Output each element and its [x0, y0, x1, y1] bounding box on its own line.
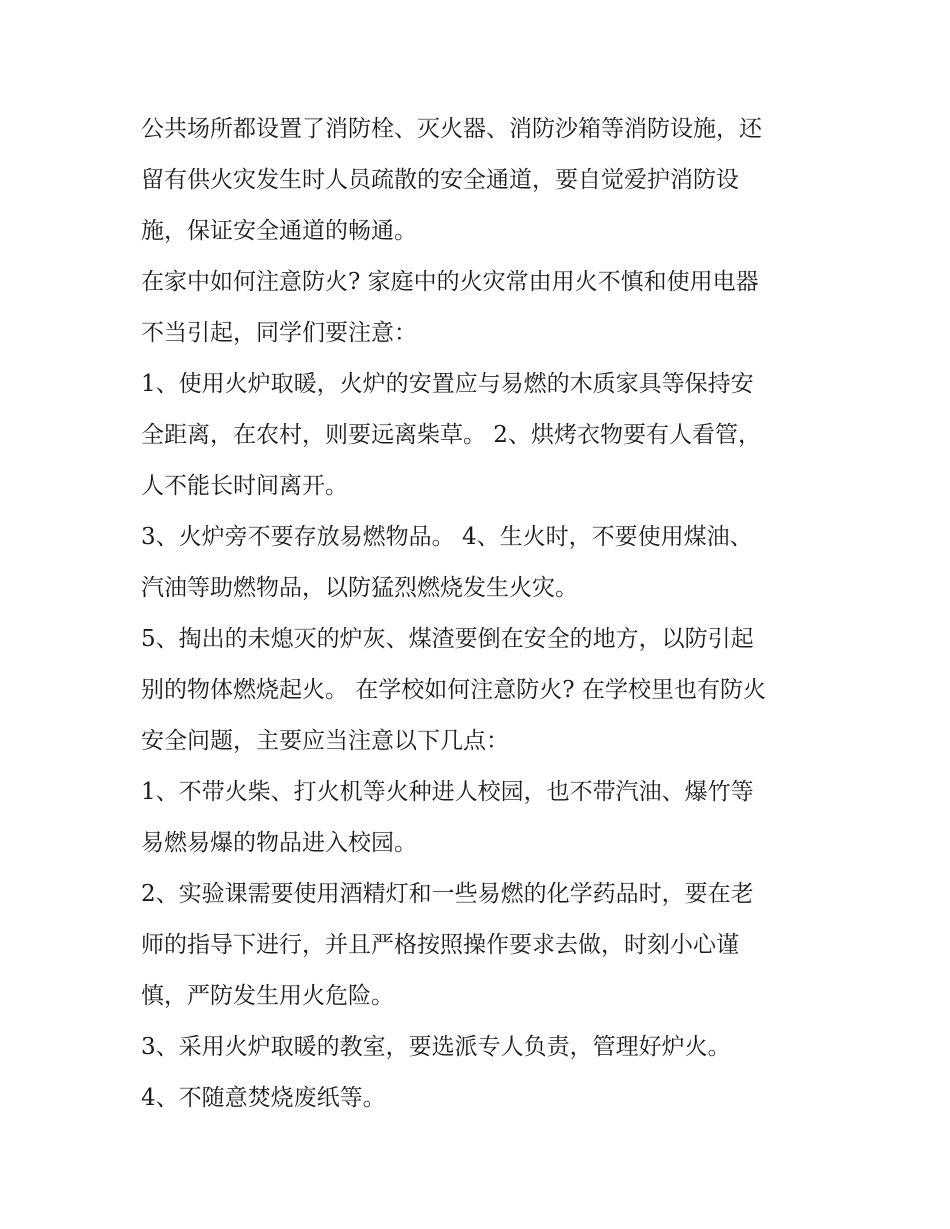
text-line: 别的物体燃烧起火。 在学校如何注意防火? 在学校里也有防火 — [141, 677, 766, 703]
text-line: 慎，严防发生用火危险。 — [141, 983, 394, 1009]
text-line: 安全问题，主要应当注意以下几点： — [141, 728, 509, 754]
paragraph-home-item-1-2 — [141, 359, 817, 512]
text-line: 不当引起，同学们要注意： — [141, 320, 417, 346]
paragraph-school-item-1 — [141, 767, 817, 869]
text-line: 2、实验课需要使用酒精灯和一些易燃的化学药品时，要在老 — [141, 881, 754, 907]
text-line: 3、采用火炉取暖的教室，要选派专人负责，管理好炉火。 — [141, 1034, 731, 1060]
paragraph-home-fire-prevention — [141, 257, 817, 359]
paragraph-home-item-3-4 — [141, 512, 817, 614]
paragraph-school-item-4 — [141, 1073, 817, 1124]
text-line: 留有供火灾发生时人员疏散的安全通道，要自觉爱护消防设 — [141, 167, 739, 193]
text-line: 施，保证安全通道的畅通。 — [141, 218, 417, 244]
text-line: 4、不随意焚烧废纸等。 — [141, 1085, 386, 1111]
text-line: 全距离，在农村，则要远离柴草。 2、烘烤衣物要有人看管， — [141, 422, 761, 448]
text-line: 3、火炉旁不要存放易燃物品。 4、生火时，不要使用煤油、 — [141, 524, 753, 550]
text-line: 在家中如何注意防火? 家庭中的火灾常由用火不慎和使用电器 — [141, 269, 759, 295]
text-line: 人不能长时间离开。 — [141, 473, 348, 499]
document-body — [141, 104, 817, 1124]
text-line: 汽油等助燃物品，以防猛烈燃烧发生火灾。 — [141, 575, 578, 601]
text-line: 易燃易爆的物品进入校园。 — [141, 830, 417, 856]
text-line: 师的指导下进行，并且严格按照操作要求去做，时刻小心谨 — [141, 932, 739, 958]
text-line: 5、掏出的未熄灭的炉灰、煤渣要倒在安全的地方，以防引起 — [141, 626, 754, 652]
text-line: 公共场所都设置了消防栓、灭火器、消防沙箱等消防设施，还 — [141, 116, 762, 142]
paragraph-fire-facilities — [141, 104, 817, 257]
text-line: 1、不带火柴、打火机等火种进人校园，也不带汽油、爆竹等 — [141, 779, 754, 805]
paragraph-school-item-3 — [141, 1022, 817, 1073]
text-line: 1、使用火炉取暖，火炉的安置应与易燃的木质家具等保持安 — [141, 371, 754, 397]
paragraph-school-item-2 — [141, 869, 817, 1022]
paragraph-home-item-5-school-intro — [141, 614, 817, 767]
